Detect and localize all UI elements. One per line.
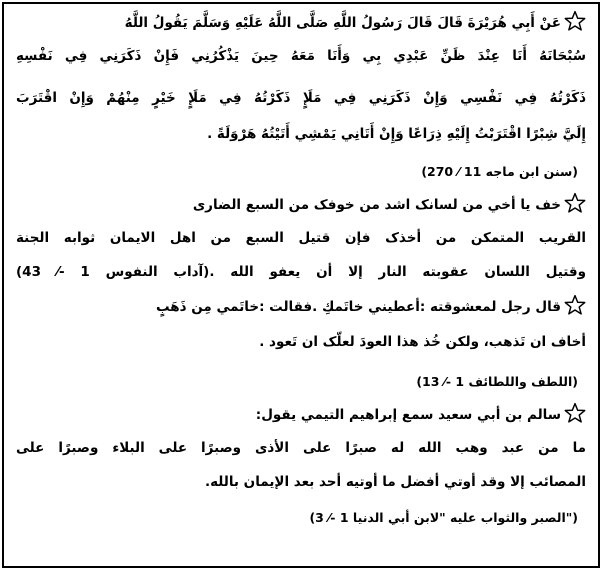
star-icon: [564, 192, 586, 214]
text-line: المصائب إلا وقد أوتي أفضل ما أوتيه أحد بعد الإيمان بالله.: [204, 474, 586, 490]
source-citation: ("الصبر والثواب عليه "لابن أبي الدنيا 1 -⁄ 3): [309, 510, 578, 525]
text-line: وقتيل اللسان عقوبته النار إلا أن يعفو الله .(آداب النفوس 1 -⁄ 43): [16, 264, 586, 280]
source-citation: (سنن ابن ماجه 11 ⁄ 270): [421, 164, 578, 179]
star-icon: [564, 10, 586, 32]
document-page: [2, 2, 600, 568]
text-line: [16, 294, 586, 319]
paragraph-text: خف يا أخي من لسانک اشد من خوفک من السبع الضاری: [192, 197, 561, 213]
source-citation: (اللطف واللطائف 1 -⁄ 13): [416, 374, 578, 389]
text-line: [16, 402, 586, 427]
hadith-text: عَنْ أَبِي هُرَيْرَةَ قَالَ قَالَ رَسُولُ اللَّهِ صَلَّى اللَّهُ عَلَيْهِ وَسَلَّمَ يَقُولُ اللَّهُ: [124, 15, 561, 31]
text-line: ما من عبد وهب الله له صبرًا على الأذى وصبرًا على البلاء وصبرًا على: [16, 440, 586, 456]
star-icon: [564, 402, 586, 424]
text-line: [16, 10, 586, 35]
text-line: سُبْحَانَهُ أَنَا عِنْدَ ظَنِّ عَبْدِي بِي وَأَنَا مَعَهُ حِينَ يَذْكُرُنِي فَإِنْ ذَكَرَنِي فِي نَفْسِهِ: [16, 48, 586, 64]
paragraph-text: قال رجل لمعشوقته :أعطيني خاتَمكِ .فقالت :خاتَمي مِن ذَهَبٍ: [156, 299, 561, 315]
text-line: القريب المتمكن من أخذک فإن قتيل السبع من اهل الايمان ثوابه الجنة: [16, 230, 586, 246]
text-line: [16, 192, 586, 217]
star-icon: [564, 294, 586, 316]
text-line: ذَكَرْتُهُ فِي نَفْسِي وَإِنْ ذَكَرَنِي فِي مَلَإٍ ذَكَرْتُهُ فِي مَلَإٍ خَيْرٍ مِنْهُمْ وَإِنْ اقْتَرَبَ: [16, 90, 586, 106]
text-line: أخاف ان تَذهب، ولكن خُذ هذا العودَ لعلّک ان تَعود .: [259, 334, 586, 350]
paragraph-text: سالم بن أبي سعيد سمع إبراهيم التيمي يقول:: [255, 407, 561, 423]
text-line: إِلَيَّ شِبْرًا اقْتَرَبْتُ إِلَيْهِ ذِرَاعًا وَإِنْ أَتَانِي يَمْشِي أَتَيْتُهُ هَرْوَلَةً .: [207, 126, 586, 142]
